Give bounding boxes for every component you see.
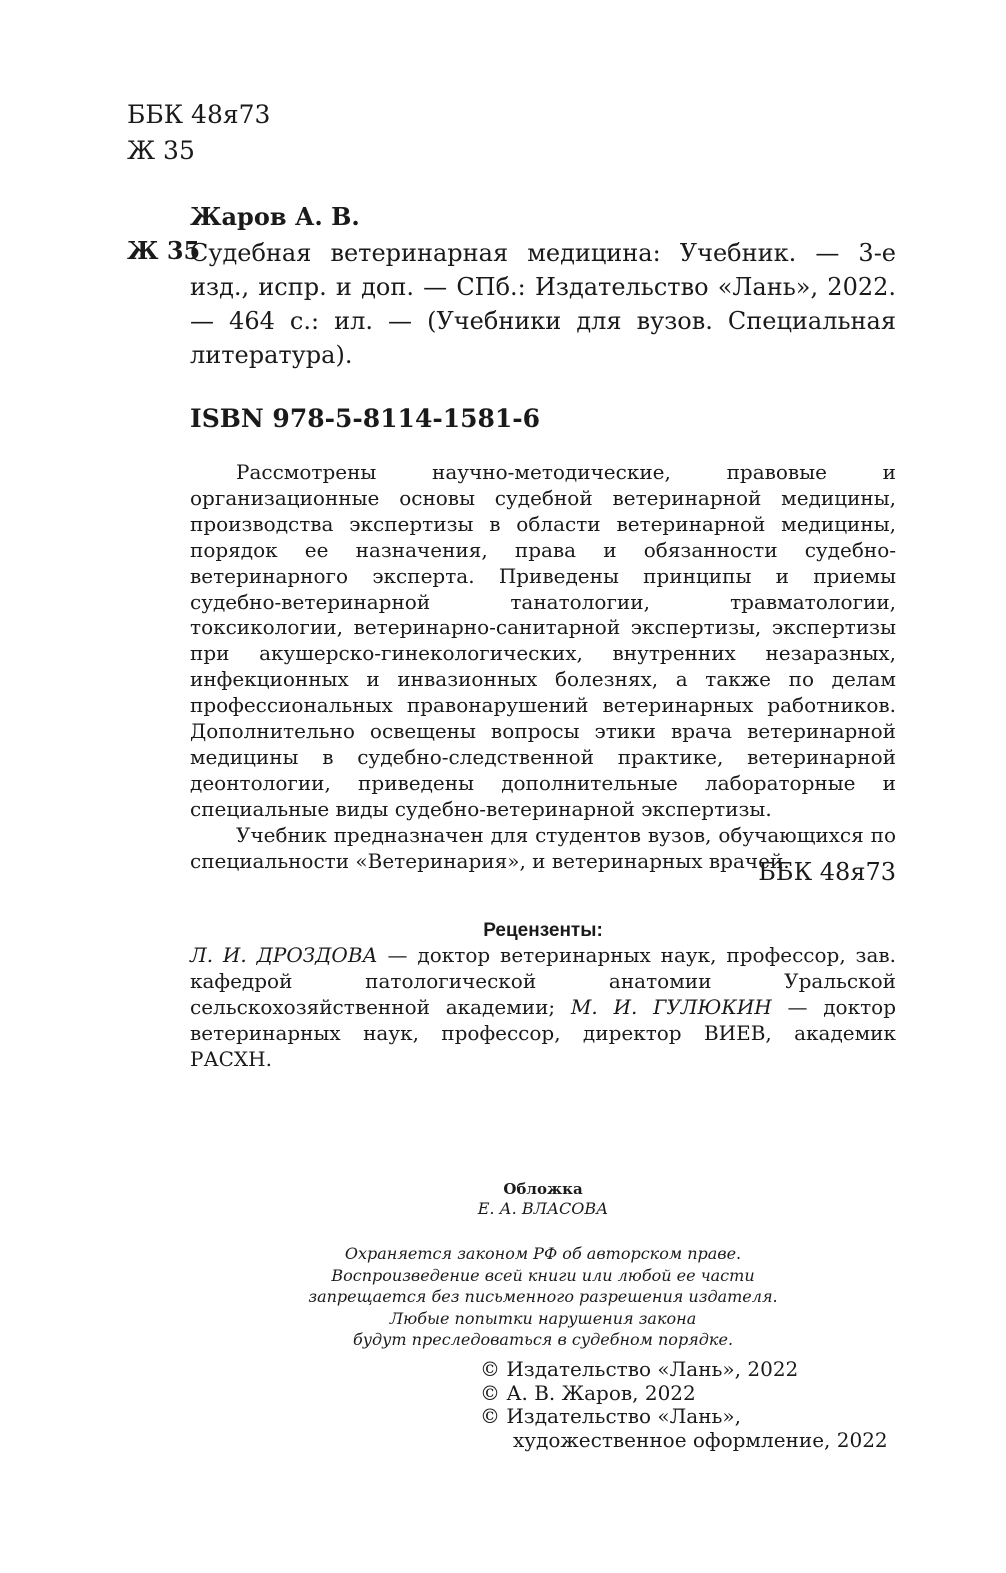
- isbn: ISBN 978-5-8114-1581-6: [190, 404, 541, 433]
- copyright-notice: [190, 1243, 896, 1351]
- reviewer-details: — доктор ветеринарных наук, профессор, зав. кафедрой патологической анатомии Уральской сельскохозяйственной академии;: [190, 943, 896, 1019]
- reviewer-name: Л. И. ДРОЗДОВА: [190, 943, 378, 967]
- copyright-line: © Издательство «Лань», 2022: [480, 1357, 799, 1381]
- notice-line: Охраняется законом РФ об авторском праве.: [344, 1244, 742, 1263]
- reviewer-name: М. И. ГУЛЮКИН: [570, 994, 772, 1019]
- copyright-line: © Издательство «Лань»,: [480, 1404, 742, 1428]
- copyright-line: © А. В. Жаров, 2022: [480, 1380, 696, 1405]
- copyright-block: [480, 1358, 888, 1452]
- cover-designer: Е. А. ВЛАСОВА: [477, 1199, 609, 1218]
- cutter-code: Ж 35: [127, 136, 195, 165]
- reviewers-title: Рецензенты:: [483, 920, 603, 941]
- notice-line: будут преследоваться в судебном порядке.: [352, 1330, 734, 1349]
- bbk-code: ББК 48я73: [127, 100, 271, 129]
- author-heading: Жаров А. В.: [190, 202, 360, 231]
- bibliographic-description: Судебная ветеринарная медицина: Учебник. — 3-е изд., испр. и доп. — СПб.: Издательство «Лань», 2022. — 464 с.: ил. — (Учебники для вузов. Специальная литература).: [190, 239, 896, 369]
- notice-line: Любые попытки нарушения закона: [389, 1308, 697, 1328]
- notice-line: Воспроизведение всей книги или любой ее части: [331, 1265, 755, 1285]
- cover-label: Обложка: [503, 1180, 583, 1198]
- abstract-paragraph: Учебник предназначен для студентов вузов, обучающихся по специальности «Ветеринария», и ветеринарных врачей.: [190, 822, 896, 873]
- reviewer-details: — доктор ветеринарных наук, профессор, директор ВИЕВ, академик РАСХН.: [190, 994, 896, 1071]
- notice-line: запрещается без письменного разрешения издателя.: [308, 1287, 778, 1306]
- cutter-mark: Ж 35: [127, 236, 201, 265]
- reviewers-text: [190, 943, 896, 1073]
- copyright-line: художественное оформление, 2022: [513, 1427, 888, 1452]
- abstract: [190, 460, 896, 875]
- bbk-code-bottom: ББК 48я73: [758, 858, 896, 886]
- abstract-paragraph: Рассмотрены научно-методические, правовые и организационные основы судебной ветеринарной медицины, производства экспертизы в области ветеринарной медицины, порядок ее назначения, права и обязанности судебно-ветеринарного эксперта. Приведены принципы и приемы судебно-ветеринарной танатологии, травматологии, токсикологии, ветеринарно-санитарной экспертизы, экспертизы при акушерско-гинекологических, внутренних незаразных, инфекционных и инвазионных болезнях, а также по делам профессиональных правонарушений ветеринарных работников. Дополнительно освещены вопросы этики врача ветеринарной медицины в судебно-следственной практике, ветеринарной деонтологии, приведены дополнительные лабораторные и специальные виды судебно-ветеринарной экспертизы.: [190, 460, 896, 821]
